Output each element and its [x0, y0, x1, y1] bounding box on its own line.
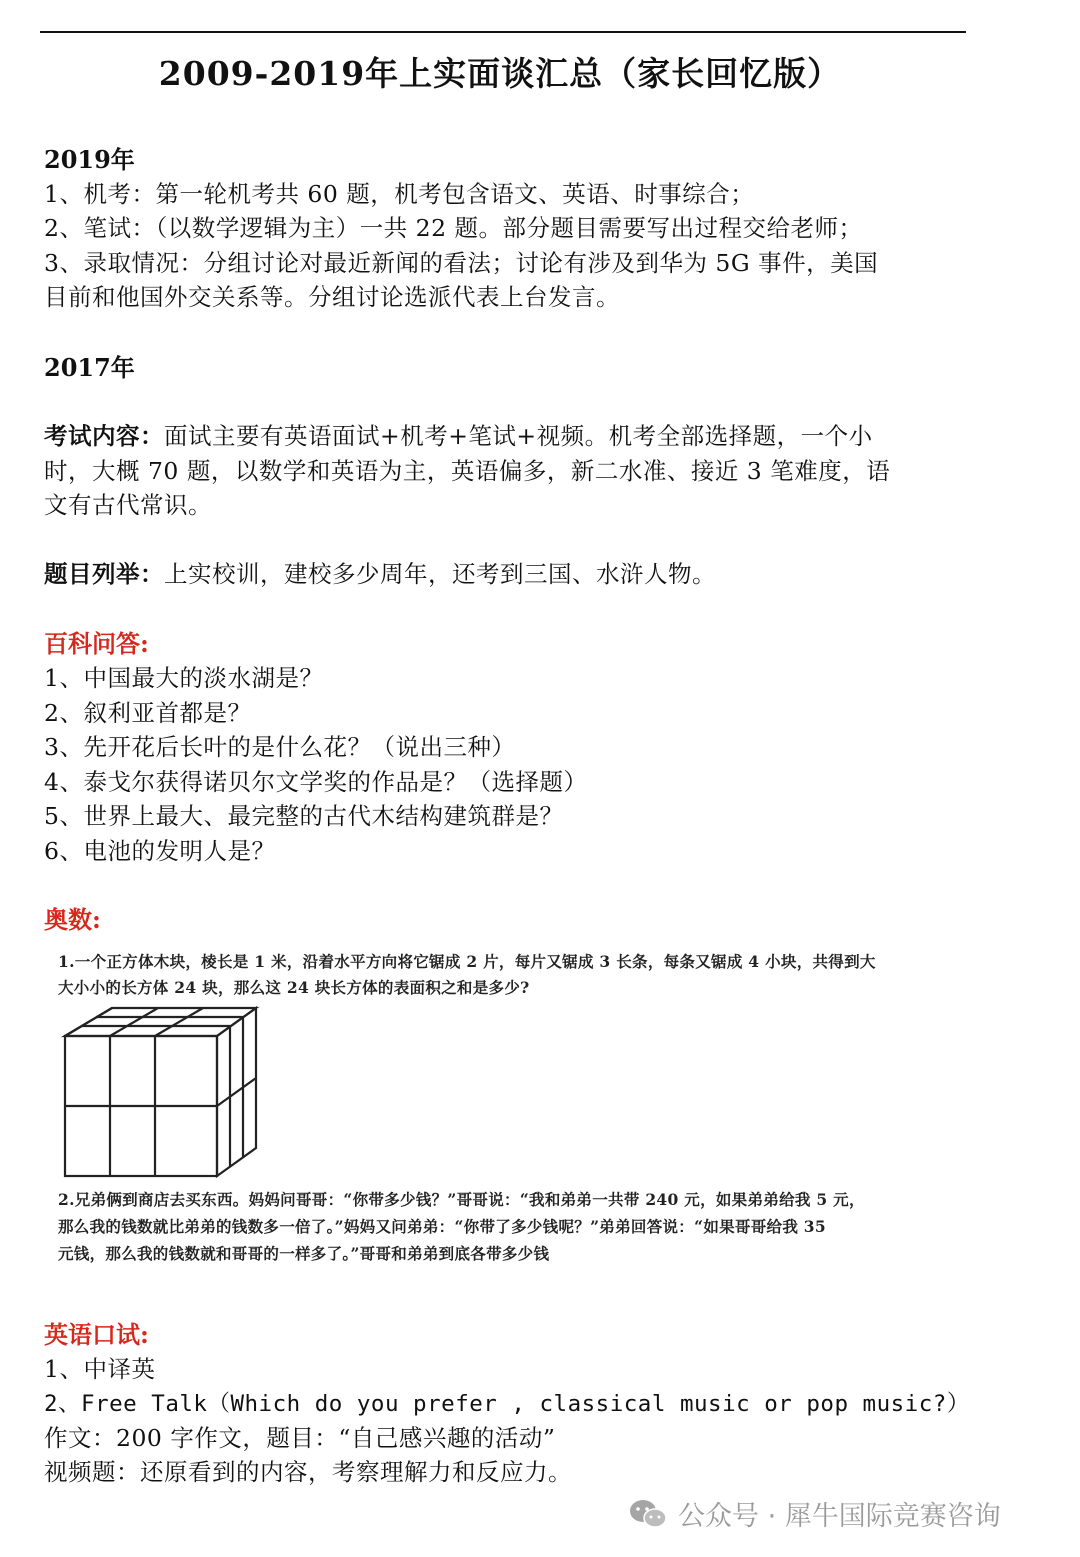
top-rule	[40, 31, 966, 33]
encyclopedia-heading: 百科问答:	[44, 629, 149, 658]
encyclopedia-q3: 3、先开花后长叶的是什么花？（说出三种）	[44, 733, 516, 761]
heading-2019: 2019年	[44, 145, 135, 174]
olympiad-p1b: 大小小的长方体 24 块，那么这 24 块长方体的表面积之和是多少?	[58, 978, 530, 997]
encyclopedia-q5: 5、世界上最大、最完整的古代木结构建筑群是？	[44, 802, 564, 830]
english-l1: 1、中译英	[44, 1355, 156, 1383]
exam-content-label: 考试内容：	[44, 422, 164, 450]
exam-content-c: 文有古代常识。	[44, 491, 212, 519]
exam-content-text: 面试主要有英语面试+机考+笔试+视频。机考全部选择题，一个小	[164, 422, 873, 450]
exam-content-b: 时，大概 70 题，以数学和英语为主，英语偏多，新二水准、接近 3 笔难度，语	[44, 457, 891, 485]
english-heading: 英语口试:	[44, 1320, 149, 1349]
english-l3: 作文：200 字作文，题目：“自己感兴趣的活动”	[44, 1424, 556, 1452]
olympiad-heading: 奥数:	[44, 905, 101, 934]
page-title: 2009-2019年上实面谈汇总（家长回忆版）	[158, 54, 842, 93]
olympiad-p1a: 1.一个正方体木块，棱长是 1 米，沿着水平方向将它锯成 2 片，每片又锯成 3 长条，每条又锯成 4 小块，共得到大	[58, 952, 876, 971]
encyclopedia-q6: 6、电池的发明人是？	[44, 837, 276, 865]
examples	[44, 555, 716, 589]
text-2019-l3a: 3、录取情况：分组讨论对最近新闻的看法；讨论有涉及到华为 5G 事件，美国	[44, 249, 879, 277]
text-2019-l2: 2、笔试：（以数学逻辑为主）一共 22 题。部分题目需要写出过程交给老师；	[44, 214, 863, 242]
exam-content	[44, 417, 873, 451]
watermark	[628, 1494, 1001, 1533]
olympiad-p2a: 2.兄弟俩到商店去买东西。妈妈问哥哥：“你带多少钱？”哥哥说：“我和弟弟一共带 240 元，如果弟弟给我 5 元，	[58, 1190, 865, 1209]
text-2019-l1: 1、机考：第一轮机考共 60 题，机考包含语文、英语、时事综合；	[44, 180, 755, 208]
encyclopedia-q2: 2、叙利亚首都是？	[44, 699, 252, 727]
cube-top-col2	[155, 1008, 203, 1036]
text-2019-l3b: 目前和他国外交关系等。分组讨论选派代表上台发言。	[44, 283, 620, 311]
english-l2: 2、Free Talk（Which do you prefer , classical music or pop music?）	[44, 1391, 970, 1417]
english-l4: 视频题：还原看到的内容，考察理解力和反应力。	[44, 1458, 572, 1486]
examples-label: 题目列举：	[44, 560, 164, 588]
wechat-icon	[628, 1498, 668, 1530]
olympiad-p2c: 元钱，那么我的钱数就和哥哥的一样多了。”哥哥和弟弟到底各带多少钱	[58, 1244, 550, 1263]
olympiad-p2b: 那么我的钱数就比弟弟的钱数多一倍了。”妈妈又问弟弟：“你带了多少钱呢？”弟弟回答说：“如果哥哥给我 35	[58, 1217, 826, 1236]
encyclopedia-q1: 1、中国最大的淡水湖是？	[44, 664, 324, 692]
heading-2017: 2017年	[44, 353, 135, 382]
cube-top-col1	[110, 1008, 158, 1036]
cube-diagram	[48, 1002, 263, 1180]
encyclopedia-q4: 4、泰戈尔获得诺贝尔文学奖的作品是？（选择题）	[44, 768, 588, 796]
watermark-text: 公众号 · 犀牛国际竞赛咨询	[678, 1501, 1001, 1532]
cube-top-edge	[65, 1008, 112, 1036]
cube-side-mid-line	[217, 1078, 256, 1106]
examples-text: 上实校训，建校多少周年，还考到三国、水浒人物。	[164, 560, 716, 588]
